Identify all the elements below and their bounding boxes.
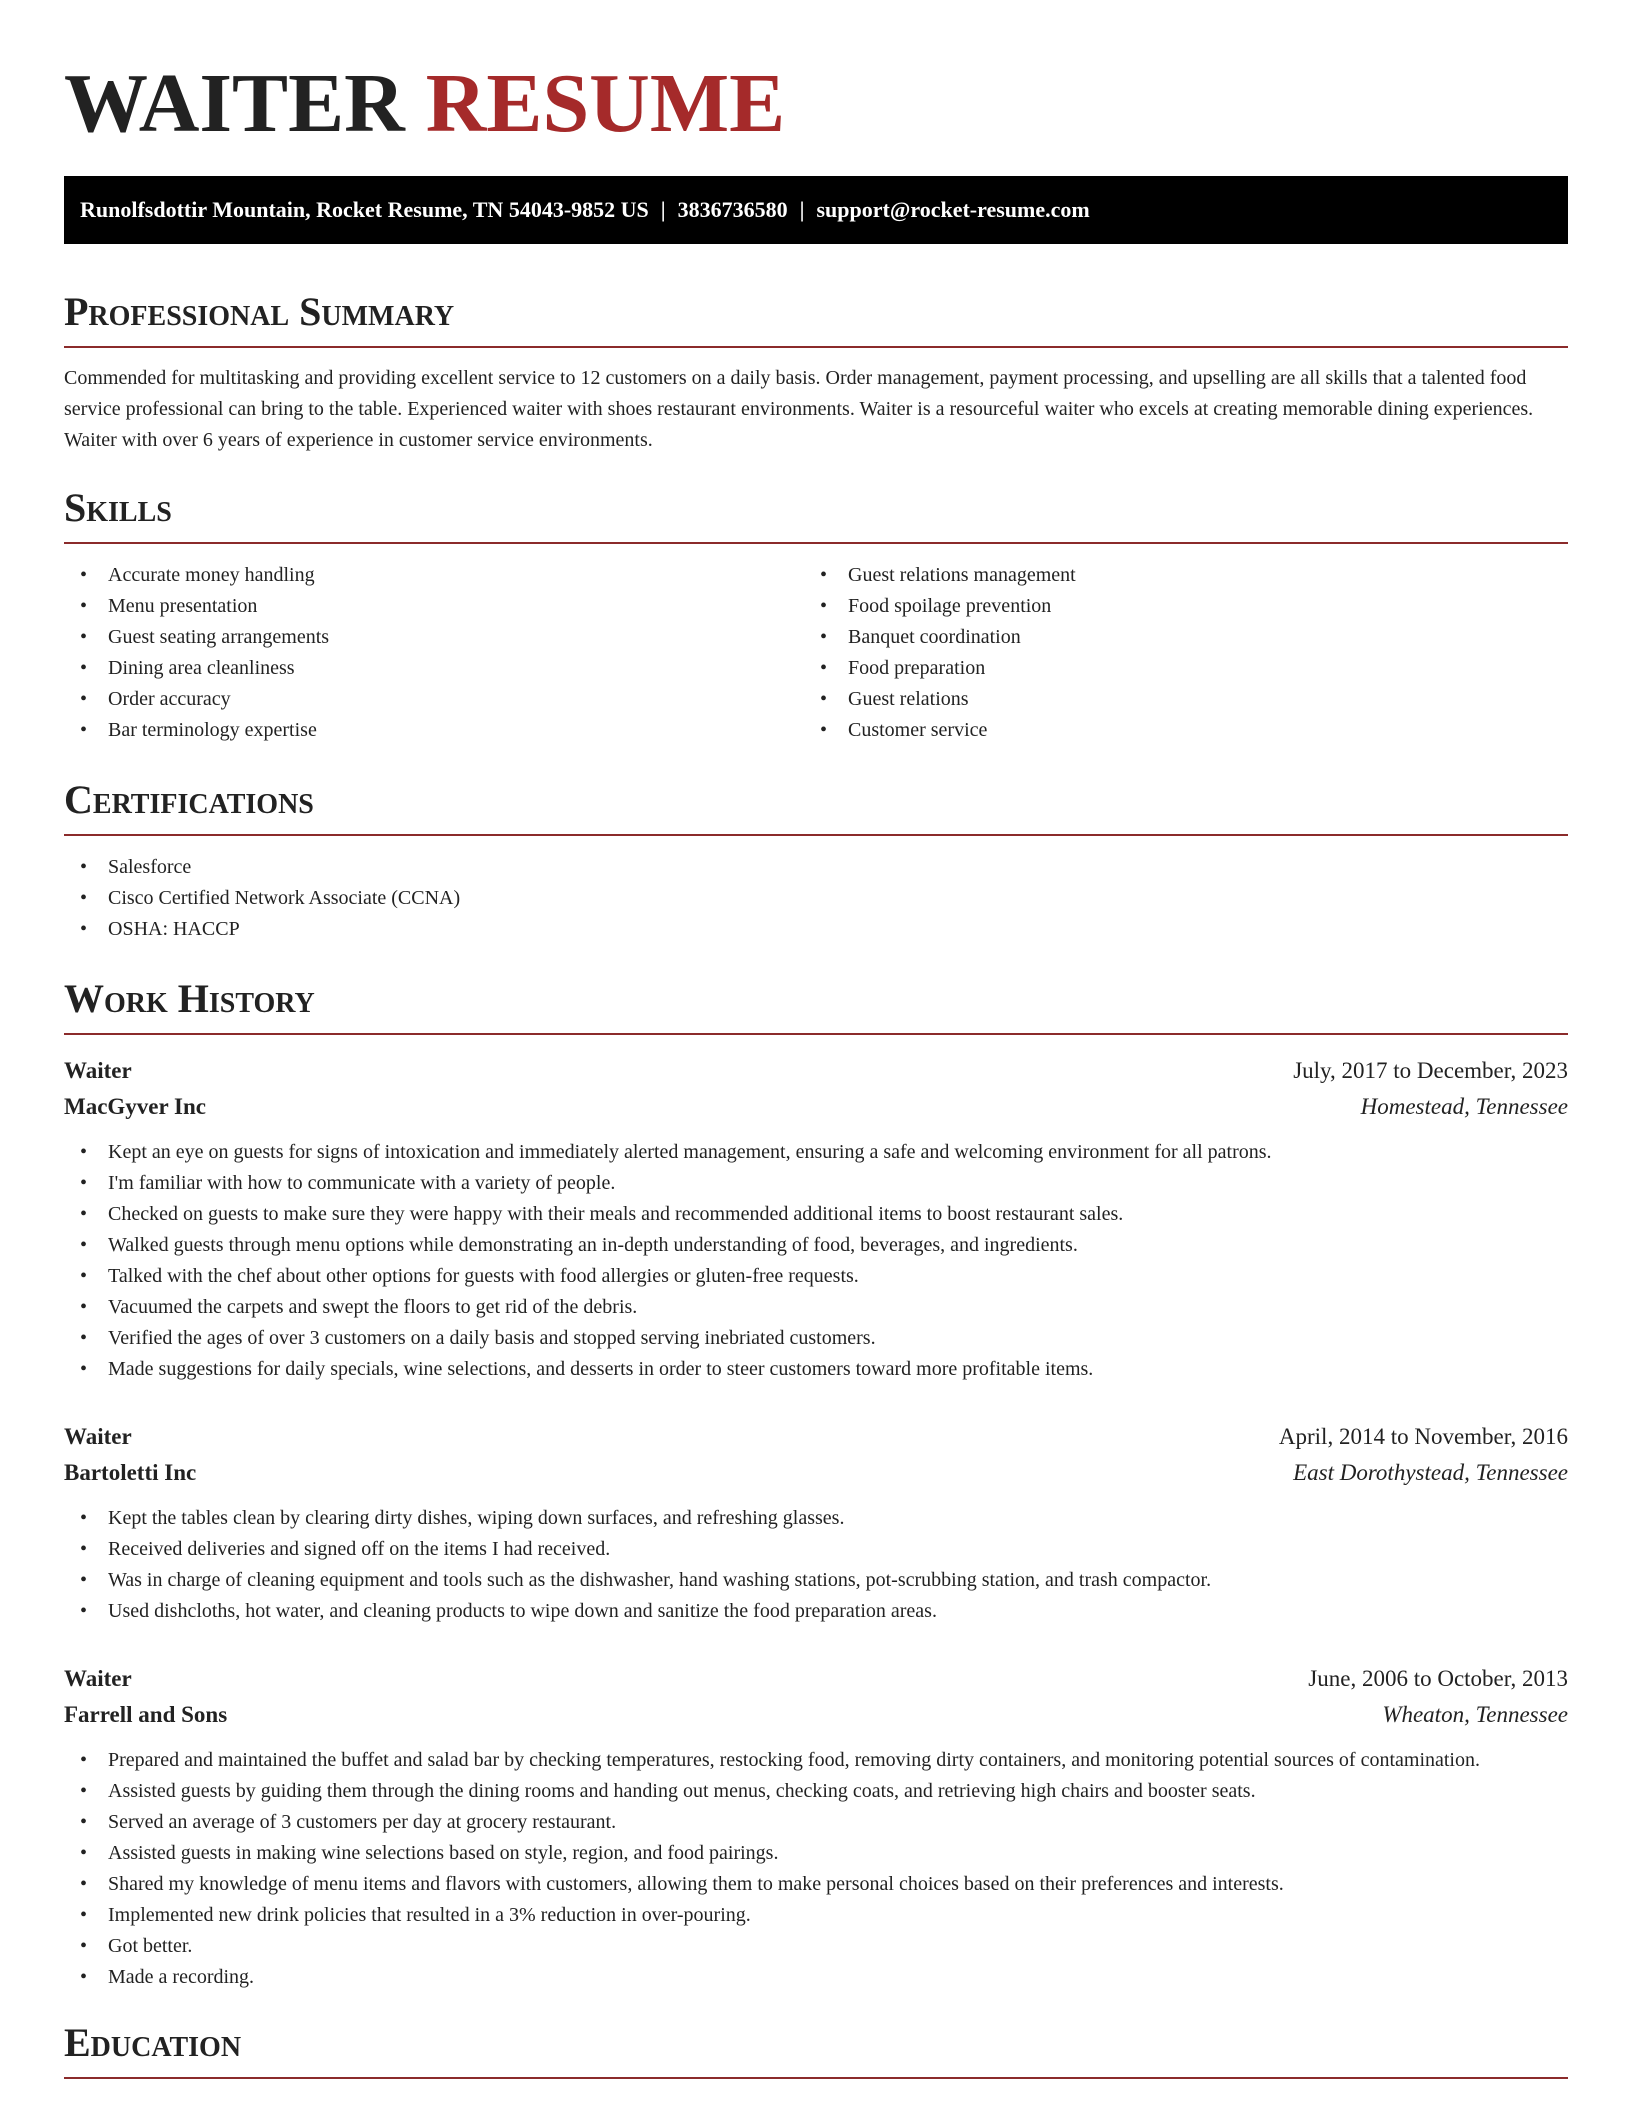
job-company-row bbox=[64, 1697, 1568, 1733]
job-duty-item: • Verified the ages of over 3 customers on a daily basis and stopped serving inebriated customers. bbox=[64, 1323, 1568, 1354]
section-heading-certifications: Certifications bbox=[64, 776, 1568, 836]
job-duty-item: • Vacuumed the carpets and swept the floors to get rid of the debris. bbox=[64, 1292, 1568, 1323]
job-dates: June, 2006 to October, 2013 bbox=[1308, 1666, 1568, 1691]
job-duty-item: • Walked guests through menu options while demonstrating an in-depth understanding of food, beverages, and ingredients. bbox=[64, 1230, 1568, 1261]
job-header-row bbox=[64, 1053, 1568, 1089]
job-duty-item: • Implemented new drink policies that resulted in a 3% reduction in over-pouring. bbox=[64, 1900, 1568, 1931]
job-title: Waiter bbox=[64, 1058, 132, 1083]
skill-item: • Menu presentation bbox=[64, 591, 804, 622]
contact-address: Runolfsdottir Mountain, Rocket Resume, TN 54043-9852 US bbox=[80, 197, 649, 222]
job-title: Waiter bbox=[64, 1424, 132, 1449]
job-location: East Dorothystead, Tennessee bbox=[1293, 1460, 1568, 1485]
skill-item: • Guest seating arrangements bbox=[64, 622, 804, 653]
skill-item: • Bar terminology expertise bbox=[64, 715, 804, 746]
skill-item: • Food spoilage prevention bbox=[804, 591, 1544, 622]
skill-item: • Order accuracy bbox=[64, 684, 804, 715]
job-duty-item: • Shared my knowledge of menu items and flavors with customers, allowing them to make personal choices based on their preferences and interests. bbox=[64, 1869, 1568, 1900]
certification-item: • Salesforce bbox=[64, 852, 1568, 883]
job-duty-item: • Served an average of 3 customers per day at grocery restaurant. bbox=[64, 1807, 1568, 1838]
job-company-row bbox=[64, 1089, 1568, 1125]
certifications-section bbox=[64, 776, 1568, 945]
title-main: WAITER bbox=[64, 57, 405, 150]
work-history-section bbox=[64, 975, 1568, 1993]
job-duties-list bbox=[64, 1137, 1568, 1385]
skill-item: • Dining area cleanliness bbox=[64, 653, 804, 684]
title-accent: RESUME bbox=[425, 57, 786, 150]
job-location: Wheaton, Tennessee bbox=[1382, 1702, 1568, 1727]
job-header-row bbox=[64, 1419, 1568, 1455]
job-duty-item: • Kept the tables clean by clearing dirty dishes, wiping down surfaces, and refreshing glasses. bbox=[64, 1503, 1568, 1534]
job-dates: April, 2014 to November, 2016 bbox=[1278, 1424, 1568, 1449]
contact-bar bbox=[64, 176, 1568, 244]
skill-item: • Accurate money handling bbox=[64, 560, 804, 591]
education-section bbox=[64, 2019, 1568, 2079]
job-duty-item: • Used dishcloths, hot water, and cleaning products to wipe down and sanitize the food preparation areas. bbox=[64, 1596, 1568, 1627]
job-duty-item: • Got better. bbox=[64, 1931, 1568, 1962]
certification-item: • OSHA: HACCP bbox=[64, 914, 1568, 945]
contact-email[interactable]: support@rocket-resume.com bbox=[816, 197, 1090, 222]
skill-item: • Guest relations bbox=[804, 684, 1544, 715]
section-heading-summary: Professional Summary bbox=[64, 288, 1568, 348]
skills-columns bbox=[64, 560, 1568, 746]
job-duty-item: • Was in charge of cleaning equipment and tools such as the dishwasher, hand washing stations, pot-scrubbing station, and trash compactor. bbox=[64, 1565, 1568, 1596]
job-dates: July, 2017 to December, 2023 bbox=[1293, 1058, 1568, 1083]
resume-page bbox=[64, 0, 1568, 2079]
job-duty-item: • Talked with the chef about other options for guests with food allergies or gluten-free requests. bbox=[64, 1261, 1568, 1292]
job-entry bbox=[64, 1419, 1568, 1627]
job-company: MacGyver Inc bbox=[64, 1094, 207, 1119]
job-entry bbox=[64, 1053, 1568, 1385]
certification-item: • Cisco Certified Network Associate (CCNA) bbox=[64, 883, 1568, 914]
job-duty-item: • Made a recording. bbox=[64, 1962, 1568, 1993]
skill-item: • Guest relations management bbox=[804, 560, 1544, 591]
job-duty-item: • Prepared and maintained the buffet and salad bar by checking temperatures, restocking food, removing dirty containers, and monitoring potential sources of contamination. bbox=[64, 1745, 1568, 1776]
skills-section bbox=[64, 484, 1568, 746]
job-list bbox=[64, 1053, 1568, 1993]
skill-item: • Customer service bbox=[804, 715, 1544, 746]
contact-separator: | bbox=[660, 197, 666, 222]
section-heading-skills: Skills bbox=[64, 484, 1568, 544]
job-location: Homestead, Tennessee bbox=[1360, 1094, 1568, 1119]
job-title: Waiter bbox=[64, 1666, 132, 1691]
job-duty-item: • Assisted guests by guiding them through the dining rooms and handing out menus, checking coats, and retrieving high chairs and booster seats. bbox=[64, 1776, 1568, 1807]
job-duties-list bbox=[64, 1503, 1568, 1627]
section-heading-work-history: Work History bbox=[64, 975, 1568, 1035]
job-header-row bbox=[64, 1661, 1568, 1697]
skills-list-left bbox=[64, 560, 804, 746]
job-duty-item: • Made suggestions for daily specials, wine selections, and desserts in order to steer customers toward more profitable items. bbox=[64, 1354, 1568, 1385]
job-duty-item: • Received deliveries and signed off on the items I had received. bbox=[64, 1534, 1568, 1565]
section-heading-education: Education bbox=[64, 2019, 1568, 2079]
job-duty-item: • I'm familiar with how to communicate with a variety of people. bbox=[64, 1168, 1568, 1199]
skill-item: • Food preparation bbox=[804, 653, 1544, 684]
job-company: Farrell and Sons bbox=[64, 1702, 228, 1727]
contact-phone: 3836736580 bbox=[677, 197, 788, 222]
job-duty-item: • Kept an eye on guests for signs of intoxication and immediately alerted management, ensuring a safe and welcoming environment for all patrons. bbox=[64, 1137, 1568, 1168]
summary-section bbox=[64, 288, 1568, 456]
job-company-row bbox=[64, 1455, 1568, 1491]
certifications-list bbox=[64, 852, 1568, 945]
skill-item: • Banquet coordination bbox=[804, 622, 1544, 653]
skills-list-right bbox=[804, 560, 1544, 746]
contact-separator: | bbox=[799, 197, 805, 222]
job-company: Bartoletti Inc bbox=[64, 1460, 197, 1485]
job-duty-item: • Assisted guests in making wine selections based on style, region, and food pairings. bbox=[64, 1838, 1568, 1869]
job-entry bbox=[64, 1661, 1568, 1993]
resume-title bbox=[64, 58, 1568, 150]
job-duties-list bbox=[64, 1745, 1568, 1993]
job-duty-item: • Checked on guests to make sure they were happy with their meals and recommended additional items to boost restaurant sales. bbox=[64, 1199, 1568, 1230]
summary-text: Commended for multitasking and providing excellent service to 12 customers on a daily basis. Order management, payment processing, and upselling are all skills that a talented food service professional can bring to the table. Experienced waiter with shoes restaurant environments. Waiter is a resourceful waiter who excels at creating memorable dining experiences. Waiter with over 6 years of experience in customer service environments. bbox=[64, 367, 1534, 451]
